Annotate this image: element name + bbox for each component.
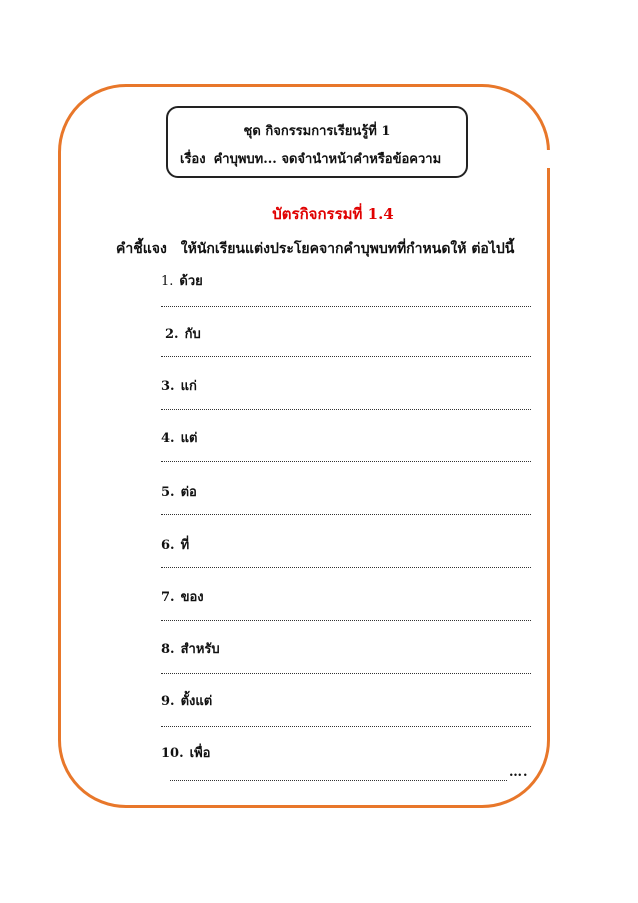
item-word: กับ (184, 327, 201, 342)
title-box (166, 106, 468, 178)
item-word: ตั้งแต่ (180, 694, 213, 709)
exercise-item-4 (161, 427, 197, 448)
exercise-item-1 (161, 270, 203, 291)
item-number: 2. (165, 327, 179, 342)
instruction-text: ให้นักเรียนแต่งประโยคจากคำบุพบทที่กำหนดให้ ต่อไปนี้ (180, 241, 515, 257)
item-word: ของ (180, 590, 204, 605)
item-number: 4. (161, 431, 175, 446)
answer-line-end-dots: …. (509, 765, 529, 780)
item-number: 10. (161, 746, 184, 761)
topic-line (180, 148, 441, 169)
topic-label: เรื่อง (180, 152, 206, 167)
frame-notch-line (547, 168, 550, 182)
exercise-item-8 (161, 638, 220, 659)
answer-line-7[interactable] (161, 620, 531, 621)
page-border-frame (58, 84, 550, 808)
item-number: 7. (161, 590, 175, 605)
item-number: 8. (161, 642, 175, 657)
answer-line-6[interactable] (161, 567, 531, 568)
item-number: 3. (161, 379, 175, 394)
item-number: 9. (161, 694, 175, 709)
item-number: 6. (161, 538, 175, 553)
exercise-item-2 (165, 323, 201, 344)
item-number: 5. (161, 485, 175, 500)
exercise-item-9 (161, 690, 212, 711)
exercise-item-3 (161, 375, 197, 396)
activity-set-title: ชุด กิจกรรมการเรียนรู้ที่ 1 (243, 124, 391, 139)
exercise-item-5 (161, 481, 197, 502)
instruction-label: คำชี้แจง (116, 241, 167, 257)
item-word: ต่อ (180, 485, 197, 500)
item-word: ที่ (180, 538, 190, 553)
item-word: เพื่อ (189, 746, 211, 761)
exercise-item-10 (161, 742, 210, 763)
answer-line-9[interactable] (161, 726, 531, 727)
item-word: แก่ (180, 379, 197, 394)
answer-line-8[interactable] (161, 673, 531, 674)
answer-line-3[interactable] (161, 409, 531, 410)
topic-text: คำบุพบท... จดจำนำหน้าคำหรือข้อความ (213, 152, 442, 167)
exercise-item-6 (161, 534, 189, 555)
answer-line-2[interactable] (161, 356, 531, 357)
item-number: 1. (161, 274, 174, 289)
answer-line-4[interactable] (161, 461, 531, 462)
item-word: แต่ (180, 431, 198, 446)
item-word: ด้วย (179, 274, 203, 289)
exercise-item-7 (161, 586, 204, 607)
answer-line-1[interactable] (161, 306, 531, 307)
instruction-line (116, 238, 514, 260)
item-word: สำหรับ (180, 642, 220, 657)
activity-card-title: บัตรกิจกรรมที่ 1.4 (272, 205, 394, 223)
answer-line-5[interactable] (161, 514, 531, 515)
answer-line-10[interactable] (170, 780, 507, 781)
